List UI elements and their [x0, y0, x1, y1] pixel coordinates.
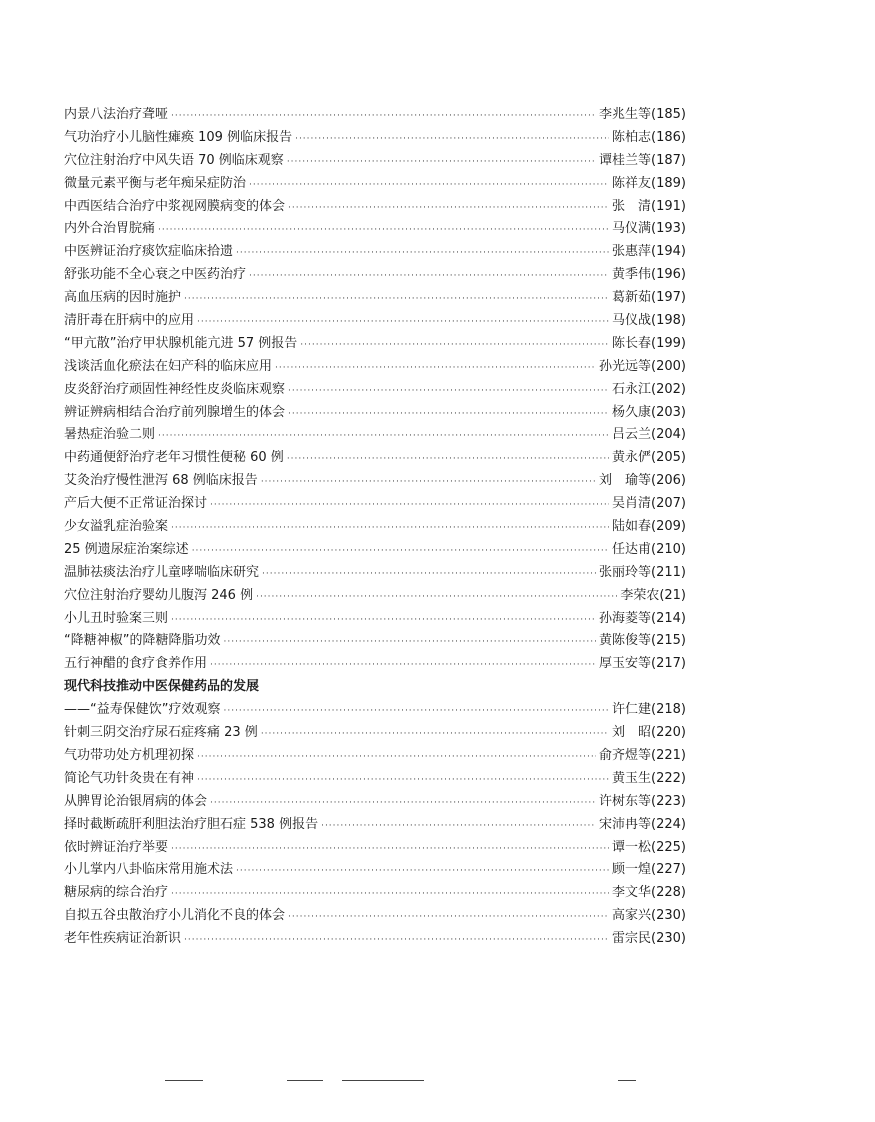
- toc-entry: [64, 722, 686, 745]
- scan-mark: [287, 1080, 323, 1081]
- entry-title: 老年性疾病证治新识: [64, 931, 182, 947]
- entry-title: 产后大便不正常证治探讨: [64, 496, 208, 512]
- dot-leader: [223, 631, 596, 654]
- entry-author-page: 任达甫(210): [612, 541, 686, 557]
- toc-entry: [64, 218, 686, 241]
- entry-title: 微量元素平衡与老年痴呆症防治: [64, 175, 247, 191]
- toc-entry: [64, 791, 686, 814]
- entry-author-page: 俞齐煜等(221): [599, 747, 686, 763]
- entry-title: “甲亢散”治疗甲状腺机能亢进 57 例报告: [64, 335, 298, 351]
- dot-leader: [197, 311, 609, 334]
- entry-title: 穴位注射治疗婴幼儿腹泻 246 例: [64, 587, 254, 603]
- entry-author-page: 张丽玲等(211): [599, 564, 686, 580]
- scan-mark: [342, 1080, 424, 1081]
- toc-entry: [64, 928, 686, 951]
- toc-entry: [64, 905, 686, 928]
- entry-author-page: 厚玉安等(217): [599, 656, 686, 672]
- entry-author-page: 陈柏志(186): [612, 129, 686, 145]
- toc-entry: [64, 882, 686, 905]
- entry-author-page: 雷宗民(230): [612, 931, 686, 947]
- toc-entry: [64, 837, 686, 860]
- entry-author-page: 宋沛冉等(224): [599, 816, 686, 832]
- entry-title: 中西医结合治疗中浆视网膜病变的体会: [64, 198, 286, 214]
- entry-author-page: 张 清(191): [612, 198, 686, 214]
- dot-leader: [158, 425, 609, 448]
- toc-group-b: [64, 699, 686, 951]
- toc-entry: [64, 585, 686, 608]
- toc-entry: [64, 745, 686, 768]
- dot-leader: [171, 883, 609, 906]
- entry-author-page: 许树东等(223): [599, 793, 686, 809]
- entry-author-page: 顾一煌(227): [612, 862, 686, 878]
- scan-mark: [165, 1080, 203, 1081]
- toc-entry: [64, 814, 686, 837]
- toc-entry: [64, 402, 686, 425]
- toc-entry: [64, 539, 686, 562]
- dot-leader: [236, 860, 609, 883]
- toc-entry: [64, 562, 686, 585]
- dot-leader: [210, 792, 596, 815]
- entry-author-page: 陈祥友(189): [612, 175, 686, 191]
- entry-author-page: 黄玉生(222): [612, 770, 686, 786]
- entry-author-page: 孙海菱等(214): [599, 610, 686, 626]
- toc-entry: [64, 630, 686, 653]
- dot-leader: [171, 105, 596, 128]
- entry-title: 舒张功能不全心衰之中医药治疗: [64, 267, 247, 283]
- dot-leader: [171, 609, 596, 632]
- entry-title: 择时截断疏肝利胆法治疗胆石症 538 例报告: [64, 816, 319, 832]
- entry-title: 针刺三阴交治疗尿石症疼痛 23 例: [64, 725, 258, 741]
- toc-entry: [64, 768, 686, 791]
- entry-author-page: 石永江(202): [612, 381, 686, 397]
- entry-author-page: 刘 瑜等(206): [599, 473, 686, 489]
- entry-author-page: 陆如春(209): [612, 519, 686, 535]
- entry-author-page: 黄陈俊等(215): [599, 633, 686, 649]
- entry-title: 自拟五谷虫散治疗小儿消化不良的体会: [64, 908, 286, 924]
- dot-leader: [287, 151, 596, 174]
- toc-entry: [64, 104, 686, 127]
- dot-leader: [321, 815, 596, 838]
- dot-leader: [249, 265, 609, 288]
- section-heading: 现代科技推动中医保健药品的发展: [64, 679, 260, 695]
- toc-entry: [64, 447, 686, 470]
- toc-entry: [64, 333, 686, 356]
- dot-leader: [184, 929, 609, 952]
- dot-leader: [192, 540, 609, 563]
- dot-leader: [300, 334, 609, 357]
- dot-leader: [288, 380, 609, 403]
- entry-author-page: 高家兴(230): [612, 908, 686, 924]
- entry-author-page: 李兆生等(185): [599, 107, 686, 122]
- entry-title: 五行神醋的食疗食养作用: [64, 656, 208, 672]
- dot-leader: [223, 700, 609, 723]
- dot-leader: [256, 586, 617, 609]
- entry-title: 高血压病的因时施护: [64, 290, 182, 306]
- toc-entry: [64, 699, 686, 722]
- dot-leader: [288, 906, 609, 929]
- dot-leader: [210, 494, 609, 517]
- entry-title: 穴位注射治疗中风失语 70 例临床观察: [64, 152, 284, 168]
- dot-leader: [249, 174, 609, 197]
- entry-author-page: 李文华(228): [612, 885, 686, 901]
- toc-entry: [64, 173, 686, 196]
- dot-leader: [197, 769, 609, 792]
- dot-leader: [171, 517, 609, 540]
- dot-leader: [261, 723, 609, 746]
- dot-leader: [261, 471, 596, 494]
- entry-author-page: 吴肖清(207): [612, 496, 686, 512]
- scan-mark: [618, 1080, 636, 1081]
- entry-author-page: 刘 昭(220): [612, 725, 686, 741]
- entry-title: 依时辨证治疗举要: [64, 839, 169, 855]
- toc-entry: [64, 356, 686, 379]
- entry-author-page: 谭桂兰等(187): [599, 152, 686, 168]
- entry-title: 糖尿病的综合治疗: [64, 885, 169, 901]
- toc-entry: [64, 264, 686, 287]
- toc-entry: [64, 859, 686, 882]
- toc-entry: [64, 424, 686, 447]
- entry-title: 气功治疗小儿脑性瘫痪 109 例临床报告: [64, 129, 293, 145]
- entry-author-page: 李荣农(21): [620, 587, 686, 603]
- entry-title: 辨证辨病相结合治疗前列腺增生的体会: [64, 404, 286, 420]
- entry-title: 简论气功针灸贵在有神: [64, 770, 195, 786]
- toc-entry: [64, 379, 686, 402]
- entry-author-page: 杨久康(203): [612, 404, 686, 420]
- entry-title: 暑热症治验二则: [64, 427, 156, 443]
- toc-entry: [64, 470, 686, 493]
- dot-leader: [275, 357, 596, 380]
- entry-author-page: 张惠萍(194): [612, 244, 686, 260]
- dot-leader: [236, 242, 609, 265]
- toc-entry: [64, 150, 686, 173]
- dot-leader: [287, 448, 609, 471]
- dot-leader: [295, 128, 609, 151]
- entry-title: “降糖神椒”的降糖降脂功效: [64, 633, 221, 649]
- entry-title: 中医辨证治疗痰饮症临床拾遗: [64, 244, 234, 260]
- dot-leader: [158, 219, 609, 242]
- toc-entry: [64, 516, 686, 539]
- entry-title: 小儿掌内八卦临床常用施术法: [64, 862, 234, 878]
- toc-entry: [64, 653, 686, 676]
- entry-author-page: 吕云兰(204): [612, 427, 686, 443]
- entry-title: 从脾胃论治银屑病的体会: [64, 793, 208, 809]
- dot-leader: [210, 654, 596, 677]
- entry-author-page: 马仪战(198): [612, 313, 686, 329]
- toc-group-a: [64, 104, 686, 676]
- toc-entry: [64, 608, 686, 631]
- entry-title: 温肺祛痰法治疗儿童哮喘临床研究: [64, 564, 260, 580]
- entry-title: 气功带功处方机理初探: [64, 747, 195, 763]
- toc-entry: [64, 287, 686, 310]
- toc-entry: [64, 241, 686, 264]
- dot-leader: [184, 288, 609, 311]
- entry-author-page: 孙光远等(200): [599, 358, 686, 374]
- entry-author-page: 黄永俨(205): [612, 450, 686, 466]
- toc-entry: [64, 127, 686, 150]
- dot-leader: [288, 197, 609, 220]
- entry-title: 25 例遗尿症治案综述: [64, 541, 189, 557]
- entry-author-page: 许仁建(218): [612, 702, 686, 718]
- entry-title: 内景八法治疗聋哑: [64, 107, 169, 122]
- entry-author-page: 马仪满(193): [612, 221, 686, 237]
- entry-title: 小儿丑时验案三则: [64, 610, 169, 626]
- toc-entry: [64, 493, 686, 516]
- entry-title: ——“益寿保健饮”疗效观察: [64, 702, 221, 718]
- toc-entry: [64, 196, 686, 219]
- entry-author-page: 陈长春(199): [612, 335, 686, 351]
- entry-title: 少女溢乳症治验案: [64, 519, 169, 535]
- entry-author-page: 谭一松(225): [612, 839, 686, 855]
- entry-title: 艾灸治疗慢性泄泻 68 例临床报告: [64, 473, 258, 489]
- table-of-contents: [64, 104, 686, 951]
- entry-title: 皮炎舒治疗顽固性神经性皮炎临床观察: [64, 381, 286, 397]
- entry-title: 中药通便舒治疗老年习惯性便秘 60 例: [64, 450, 284, 466]
- dot-leader: [288, 403, 609, 426]
- entry-title: 浅谈活血化瘀法在妇产科的临床应用: [64, 358, 273, 374]
- entry-author-page: 黄季伟(196): [612, 267, 686, 283]
- entry-title: 内外合治胃脘痛: [64, 221, 156, 237]
- entry-title: 清肝毒在肝病中的应用: [64, 313, 195, 329]
- entry-author-page: 葛新茹(197): [612, 290, 686, 306]
- dot-leader: [197, 746, 596, 769]
- dot-leader: [171, 838, 609, 861]
- dot-leader: [262, 563, 596, 586]
- toc-entry: [64, 310, 686, 333]
